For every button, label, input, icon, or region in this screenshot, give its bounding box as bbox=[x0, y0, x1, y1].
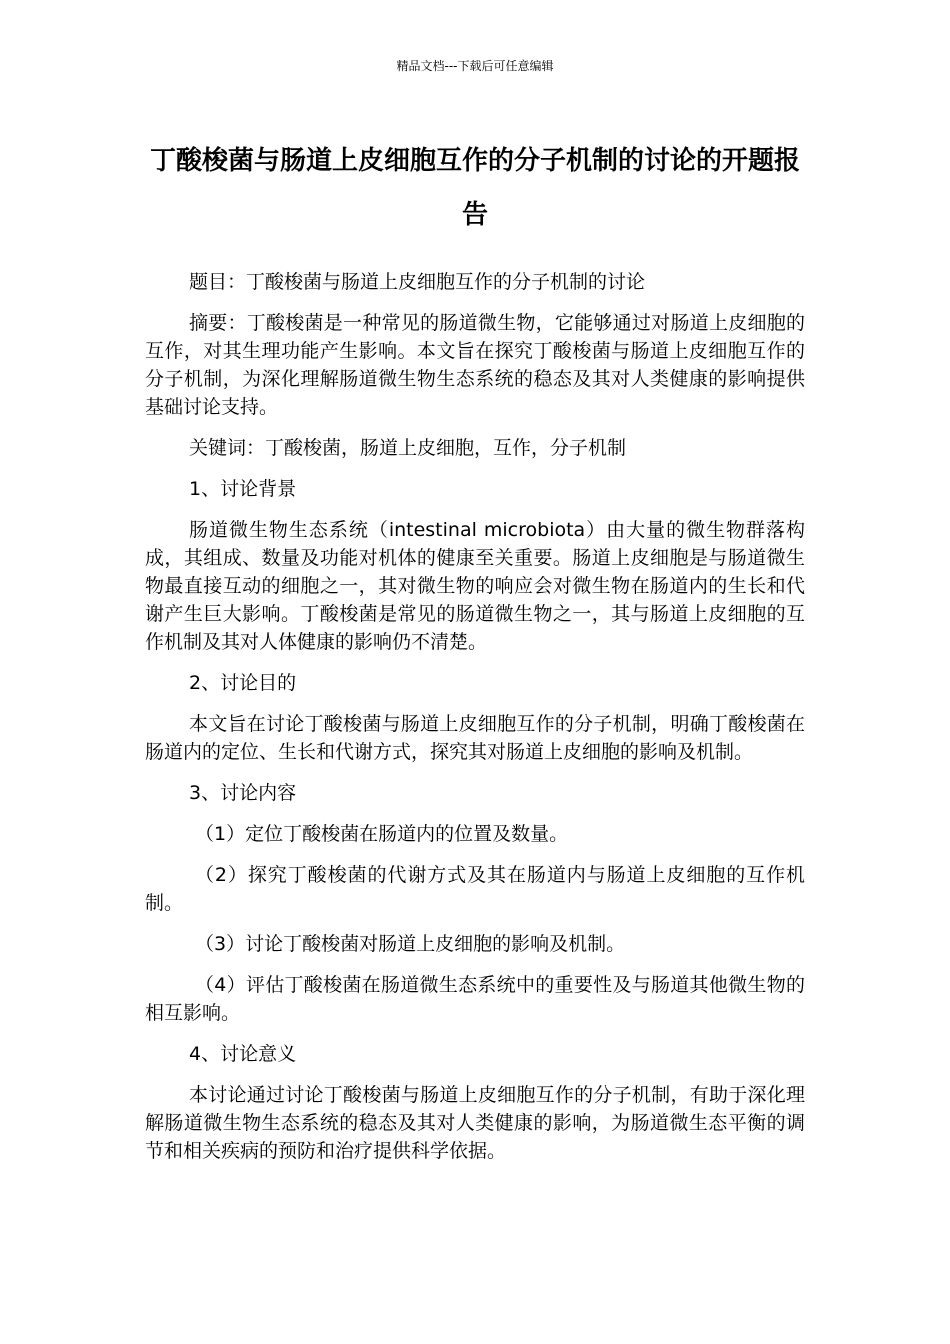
topic-line: 题目：丁酸梭菌与肠道上皮细胞互作的分子机制的讨论 bbox=[189, 271, 646, 293]
section-heading-content: 3、讨论内容 bbox=[189, 782, 297, 804]
background-paragraph: 肠道微生物生态系统（intestinal microbiota）由大量的微生物群落构成，其组成、数量及功能对机体的健康至关重要。肠道上皮细胞是与肠道微生物最直接互动的细胞之一，其对微生物的响应会对微生物在肠道内的生长和代谢产生巨大影响。丁酸梭菌是常见的肠道微生物之一，其与肠道上皮细胞的互作机制及其对人体健康的影响仍不清楚。 bbox=[145, 519, 805, 653]
keywords-line: 关键词：丁酸梭菌，肠道上皮细胞，互作，分子机制 bbox=[189, 437, 627, 459]
content-item-2: （2）探究丁酸梭菌的代谢方式及其在肠道内与肠道上皮细胞的互作机制。 bbox=[145, 864, 805, 914]
section-heading-background: 1、讨论背景 bbox=[189, 478, 297, 500]
section-heading-significance: 4、讨论意义 bbox=[189, 1043, 297, 1065]
content-item-1: （1）定位丁酸梭菌在肠道内的位置及数量。 bbox=[195, 823, 569, 845]
significance-paragraph: 本讨论通过讨论丁酸梭菌与肠道上皮细胞互作的分子机制，有助于深化理解肠道微生物生态系统的稳态及其对人类健康的影响，为肠道微生态平衡的调节和相关疾病的预防和治疗提供科学依据。 bbox=[145, 1084, 805, 1162]
abstract-paragraph: 摘要：丁酸梭菌是一种常见的肠道微生物，它能够通过对肠道上皮细胞的互作，对其生理功能产生影响。本文旨在探究丁酸梭菌与肠道上皮细胞互作的分子机制，为深化理解肠道微生物生态系统的稳态及其对人类健康的影响提供基础讨论支持。 bbox=[145, 312, 805, 418]
content-item-4: （4）评估丁酸梭菌在肠道微生态系统中的重要性及与肠道其他微生物的相互影响。 bbox=[145, 974, 805, 1024]
document-body bbox=[145, 268, 805, 1178]
document-title: 丁酸梭菌与肠道上皮细胞互作的分子机制的讨论的开题报告 bbox=[149, 146, 800, 230]
page-header-note: 精品文档---下载后可任意编辑 bbox=[396, 59, 554, 73]
purpose-paragraph: 本文旨在讨论丁酸梭菌与肠道上皮细胞互作的分子机制，明确丁酸梭菌在肠道内的定位、生长和代谢方式，探究其对肠道上皮细胞的影响及机制。 bbox=[145, 713, 805, 763]
section-heading-purpose: 2、讨论目的 bbox=[189, 672, 297, 694]
content-item-3: （3）讨论丁酸梭菌对肠道上皮细胞的影响及机制。 bbox=[195, 933, 626, 955]
